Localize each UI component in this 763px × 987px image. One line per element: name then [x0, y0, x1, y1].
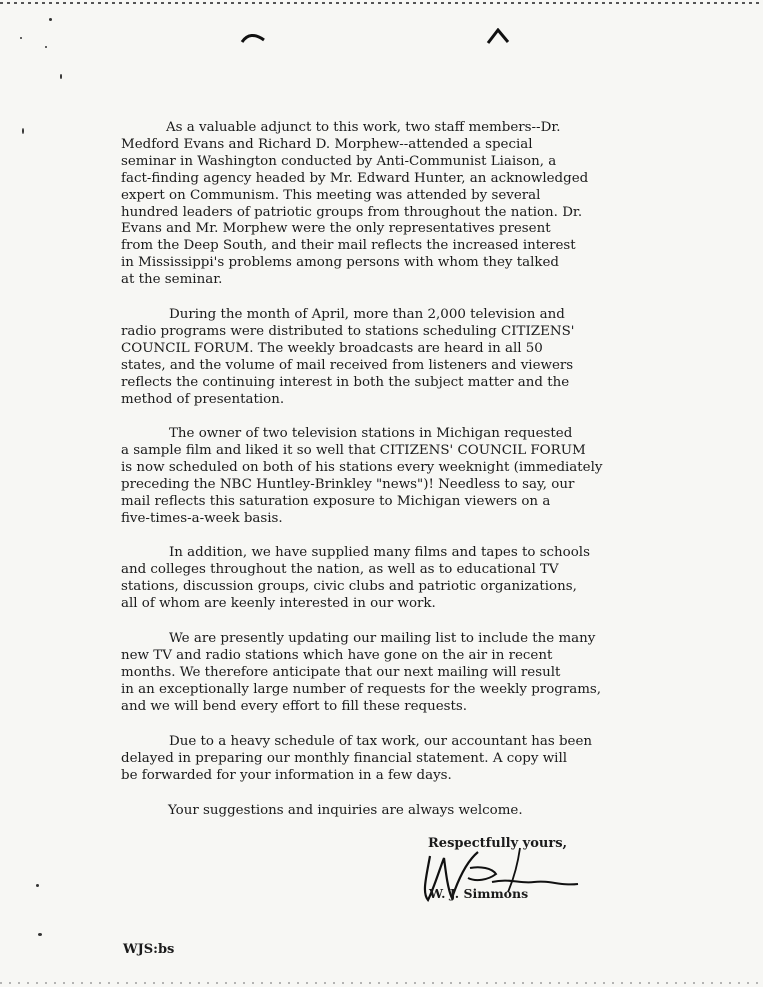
caret-mark-right-icon	[486, 28, 510, 46]
paragraph-michigan-stations: The owner of two television stations in Michigan requested a sample film and liked it so well that CITIZENS' COUNCIL FORUM is now scheduled on both of his stations every weeknight (immediately preceding the NBC Huntley-Brinkley "news")! Needless to say, our mail reflects this saturation exposure to Michigan viewers on a five-times-a-week basis.	[121, 426, 603, 526]
margin-speck	[60, 74, 62, 79]
paragraph-mailing-list: We are presently updating our mailing list to include the many new TV and radio stations which have gone on the air in recent months. We therefore anticipate that our next mailing will result in an exceptionally large number of requests for the weekly programs, and we will bend every effort to fill these requests.	[121, 631, 602, 714]
margin-speck	[49, 18, 52, 21]
closing-line: Your suggestions and inquiries are always welcome.	[168, 803, 523, 818]
paragraph-films-tapes: In addition, we have supplied many films and tapes to schools and colleges throughout the nation, as well as to educational TV stations, discussion groups, civic clubs and patriotic organizations, all of whom are keenly interested in our work.	[121, 545, 590, 611]
valediction: Respectfully yours,	[428, 836, 568, 851]
bottom-edge-dashes	[0, 982, 763, 984]
margin-speck	[22, 128, 24, 134]
paragraph-april-programs: During the month of April, more than 2,000 television and radio programs were distributed to stations scheduling CITIZENS' COUNCIL FORUM. The weekly broadcasts are heard in all 50 states, and the volume of mail received from listeners and viewers reflects the continuing interest in both the subject matter and the method of presentation.	[121, 307, 575, 407]
paragraph-financial-statement: Due to a heavy schedule of tax work, our accountant has been delayed in preparing our monthly financial statement. A copy will be forwarded for your information in a few days.	[121, 734, 593, 783]
caret-mark-left-icon	[240, 30, 266, 44]
paragraph-seminar: As a valuable adjunct to this work, two staff members--Dr. Medford Evans and Richard D. Morphew--attended a special seminar in Washington conducted by Anti-Communist Liaison, a fact-finding agency headed by Mr. Edward Hunter, an acknowledged expert on Communism. This meeting was attended by several hundred leaders of patriotic groups from throughout the nation. Dr. Evans and Mr. Morphew were the only representatives present from the Deep South, and their mail reflects the increased interest in Mississippi's problems among persons with whom they talked at the seminar.	[121, 120, 589, 288]
margin-speck	[20, 37, 22, 39]
typist-initials: WJS:bs	[123, 942, 175, 957]
margin-speck	[45, 46, 47, 48]
margin-speck	[38, 933, 42, 936]
signer-name: W. J. Simmons	[429, 886, 529, 901]
margin-speck	[36, 884, 39, 887]
top-edge-dashes	[0, 2, 763, 4]
